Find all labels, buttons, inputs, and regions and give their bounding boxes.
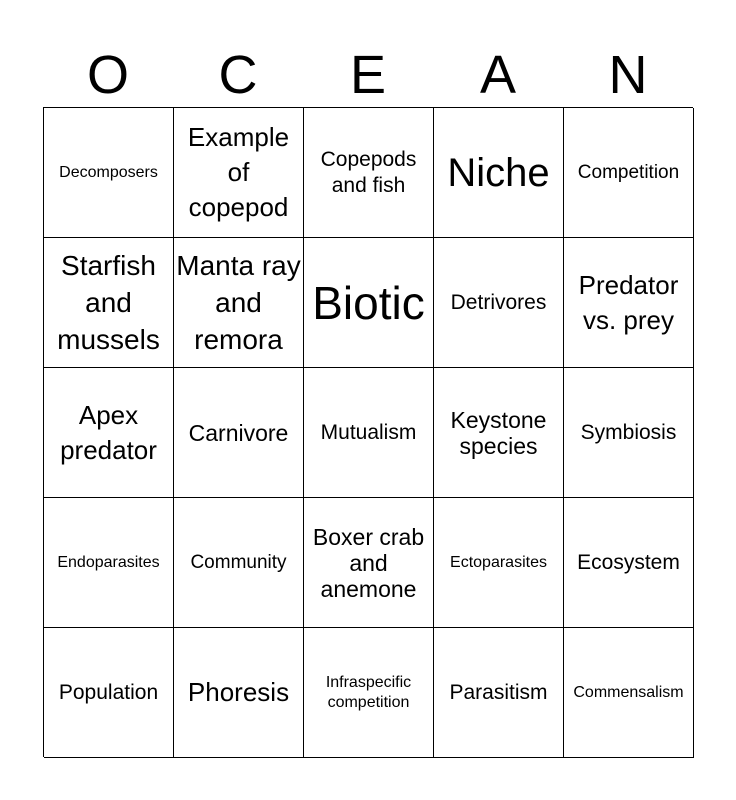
bingo-cell[interactable] bbox=[564, 368, 694, 498]
cell-label: Commensalism bbox=[573, 683, 684, 701]
cell-label: Phoresis bbox=[187, 677, 290, 707]
bingo-cell[interactable] bbox=[564, 628, 694, 758]
cell-label: Predator vs. prey bbox=[578, 269, 679, 335]
bingo-header bbox=[43, 42, 693, 108]
bingo-board bbox=[43, 107, 693, 757]
bingo-cell[interactable] bbox=[564, 238, 694, 368]
cell-label: Decomposers bbox=[59, 163, 158, 181]
bingo-cell[interactable] bbox=[44, 368, 174, 498]
cell-label: Ecosystem bbox=[577, 550, 680, 574]
bingo-cell[interactable] bbox=[44, 238, 174, 368]
bingo-cell[interactable] bbox=[44, 108, 174, 238]
bingo-cell[interactable] bbox=[304, 368, 434, 498]
cell-label: Ectoparasites bbox=[450, 553, 547, 571]
cell-label: Niche bbox=[447, 150, 550, 195]
bingo-cell[interactable] bbox=[304, 108, 434, 238]
cell-label: Community bbox=[190, 551, 287, 573]
bingo-cell[interactable] bbox=[434, 498, 564, 628]
header-letter-a: A bbox=[479, 45, 517, 105]
cell-label: Manta ray and remora bbox=[176, 250, 301, 355]
cell-label: Population bbox=[58, 680, 159, 704]
cell-label: Competition bbox=[577, 161, 680, 183]
cell-label: Copepods and fish bbox=[320, 147, 417, 197]
cell-label: Mutualism bbox=[320, 420, 417, 444]
cell-label: Starfish and mussels bbox=[57, 250, 160, 355]
cell-label: Keystone species bbox=[450, 406, 547, 459]
bingo-cell[interactable] bbox=[434, 368, 564, 498]
header-letter-n: N bbox=[608, 45, 648, 105]
header-letter-o: O bbox=[86, 45, 129, 105]
bingo-cell[interactable] bbox=[304, 238, 434, 368]
bingo-cell[interactable] bbox=[174, 108, 304, 238]
bingo-cell[interactable] bbox=[44, 628, 174, 758]
bingo-cell[interactable] bbox=[174, 368, 304, 498]
bingo-cell[interactable] bbox=[434, 108, 564, 238]
bingo-cell[interactable] bbox=[174, 628, 304, 758]
cell-label: Detrivores bbox=[450, 290, 547, 314]
cell-label: Symbiosis bbox=[580, 420, 677, 444]
cell-label: Boxer crab and anemone bbox=[312, 523, 425, 602]
cell-label: Carnivore bbox=[188, 419, 289, 446]
bingo-cell[interactable] bbox=[564, 108, 694, 238]
bingo-cell[interactable] bbox=[304, 628, 434, 758]
header-letter-e: E bbox=[349, 45, 387, 105]
cell-label: Example of copepod bbox=[187, 122, 290, 222]
bingo-cell[interactable] bbox=[564, 498, 694, 628]
cell-label: Biotic bbox=[312, 276, 425, 329]
bingo-cell[interactable] bbox=[174, 498, 304, 628]
header-letter-c: C bbox=[218, 45, 258, 105]
bingo-cell[interactable] bbox=[434, 238, 564, 368]
bingo-cell[interactable] bbox=[304, 498, 434, 628]
cell-label: Endoparasites bbox=[57, 553, 160, 571]
bingo-cell[interactable] bbox=[174, 238, 304, 368]
cell-label: Apex predator bbox=[60, 399, 157, 465]
cell-label: Infraspecific competition bbox=[325, 673, 412, 711]
bingo-cell[interactable] bbox=[44, 498, 174, 628]
bingo-cell[interactable] bbox=[434, 628, 564, 758]
cell-label: Parasitism bbox=[449, 680, 548, 704]
